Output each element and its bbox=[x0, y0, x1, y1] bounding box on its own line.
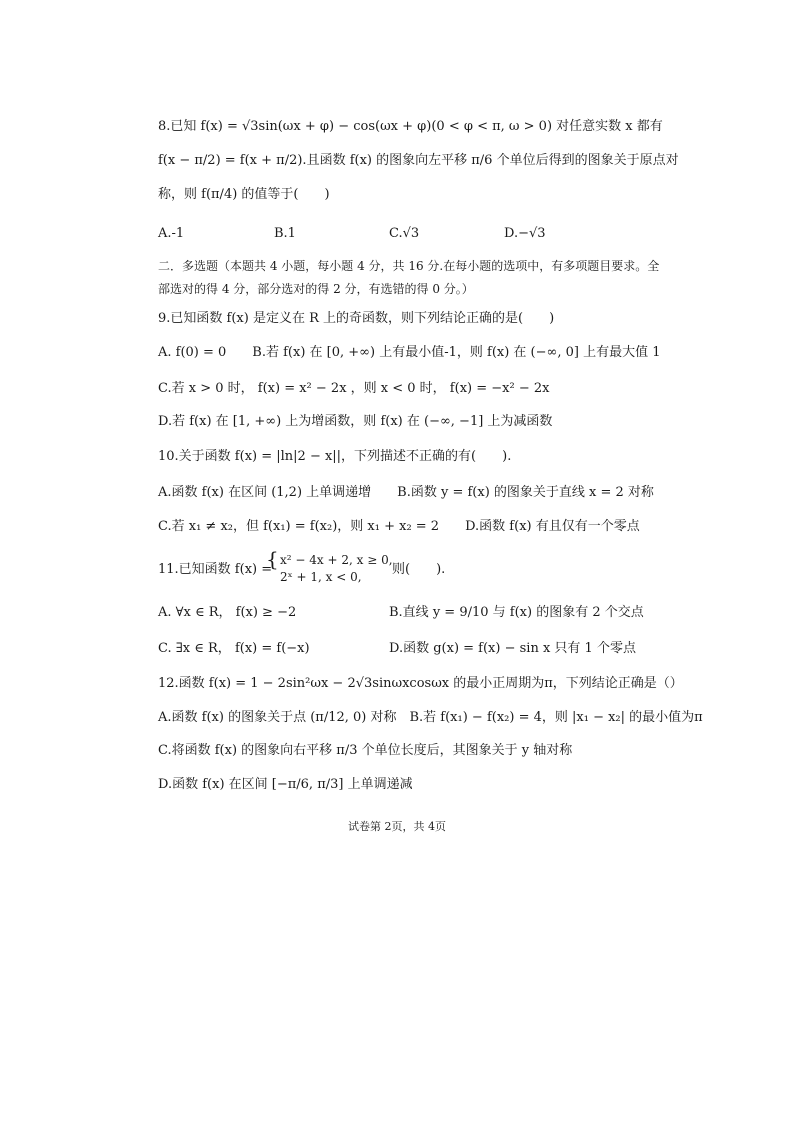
q11-option-c: C. ∃x ∈ R， f(x) = f(−x) bbox=[158, 641, 310, 656]
q9-stem: 9.已知函数 f(x) 是定义在 R 上的奇函数，则下列结论正确的是( ) bbox=[158, 311, 555, 326]
q12-option-c: C.将函数 f(x) 的图象向右平移 π/3 个单位长度后，其图象关于 y 轴对称 bbox=[158, 743, 573, 758]
q8-option-c: C.√3 bbox=[389, 226, 420, 241]
q8-option-d: D.−√3 bbox=[504, 226, 546, 241]
q10-options-ab: A.函数 f(x) 在区间 (1,2) 上单调递增 B.函数 y = f(x) 的图象关于直线 x = 2 对称 bbox=[158, 485, 654, 500]
q11-option-b: B.直线 y = 9/10 与 f(x) 的图象有 2 个交点 bbox=[389, 605, 644, 620]
q8-line1: 8.已知 f(x) = √3sin(ωx + φ) − cos(ωx + φ)(0 < φ < π, ω > 0) 对任意实数 x 都有 bbox=[158, 119, 663, 134]
q8-line3: 称，则 f(π/4) 的值等于( ) bbox=[158, 187, 330, 202]
section2-instructions-line1: 二．多选题（本题共 4 小题，每小题 4 分，共 16 分.在每小题的选项中，有多项题目要求。全 bbox=[158, 259, 660, 273]
q11-case-2: 2ˣ + 1, x < 0, bbox=[280, 570, 362, 584]
q11-brace: { bbox=[266, 547, 279, 571]
q8-line2: f(x − π/2) = f(x + π/2).且函数 f(x) 的图象向左平移 π/6 个单位后得到的图象关于原点对 bbox=[158, 153, 679, 168]
q12-options-ab: A.函数 f(x) 的图象关于点 (π/12, 0) 对称 B.若 f(x₁) − f(x₂) = 4，则 |x₁ − x₂| 的最小值为π bbox=[158, 710, 703, 725]
q12-stem: 12.函数 f(x) = 1 − 2sin²ωx − 2√3sinωxcosωx 的最小正周期为π，下列结论正确是（） bbox=[158, 676, 683, 691]
q12-option-d: D.函数 f(x) 在区间 [−π/6, π/3] 上单调递减 bbox=[158, 777, 413, 792]
q9-options-ab: A. f(0) = 0 B.若 f(x) 在 [0, +∞) 上有最小值-1，则 f(x) 在 (−∞, 0] 上有最大值 1 bbox=[158, 345, 661, 360]
q11-case-1: x² − 4x + 2, x ≥ 0, bbox=[280, 553, 393, 567]
q9-option-c: C.若 x > 0 时， f(x) = x² − 2x ，则 x < 0 时， f(x) = −x² − 2x bbox=[158, 381, 550, 396]
q11-option-d: D.函数 g(x) = f(x) − sin x 只有 1 个零点 bbox=[389, 641, 636, 656]
q9-option-d: D.若 f(x) 在 [1, +∞) 上为增函数，则 f(x) 在 (−∞, −1] 上为减函数 bbox=[158, 414, 553, 429]
q10-stem: 10.关于函数 f(x) = |ln|2 − x||，下列描述不正确的有( ). bbox=[158, 449, 512, 464]
section2-instructions-line2: 部选对的得 4 分，部分选对的得 2 分，有选错的得 0 分。） bbox=[158, 282, 474, 296]
q11-stem-prefix: 11.已知函数 f(x) = bbox=[158, 562, 273, 577]
q8-option-b: B.1 bbox=[274, 226, 296, 241]
q10-options-cd: C.若 x₁ ≠ x₂，但 f(x₁) = f(x₂)，则 x₁ + x₂ = 2 D.函数 f(x) 有且仅有一个零点 bbox=[158, 519, 640, 534]
page-footer: 试卷第 2页，共 4页 bbox=[348, 820, 446, 833]
q11-stem-suffix: 则( ). bbox=[392, 562, 446, 577]
q11-option-a: A. ∀x ∈ R， f(x) ≥ −2 bbox=[158, 605, 297, 620]
q8-option-a: A.-1 bbox=[158, 226, 185, 241]
